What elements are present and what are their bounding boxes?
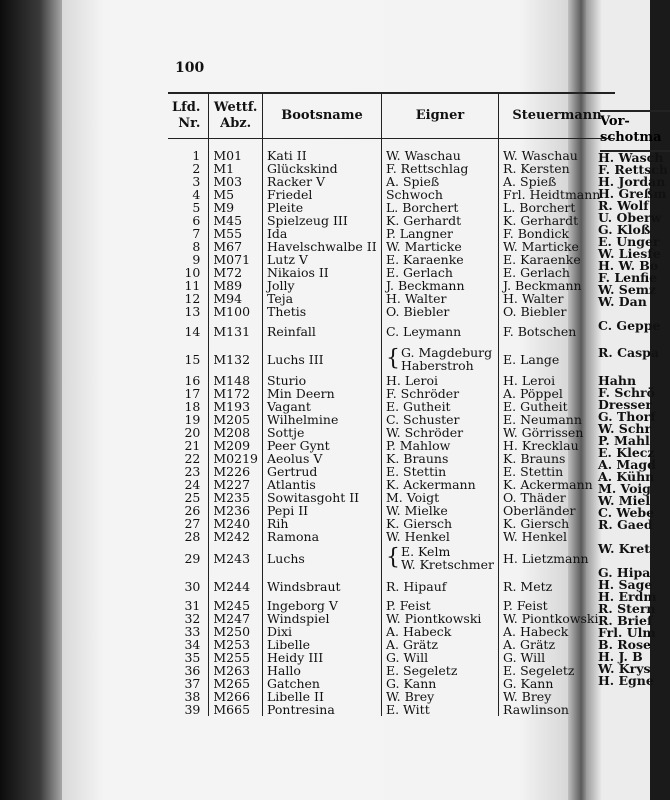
boat-name: Rih: [262, 517, 381, 530]
helmsman: R. Metz: [499, 573, 616, 599]
boat-name: Pepi II: [262, 504, 381, 517]
row-number: 36: [184, 663, 201, 678]
boat-name: Reinfall: [262, 318, 381, 344]
next-page-item: H. Greßm: [598, 186, 667, 201]
row-number: 24: [184, 477, 201, 492]
owner: M. Voigt: [381, 491, 498, 504]
helmsman: A. Grätz: [499, 638, 616, 651]
owner: K. Brauns: [381, 452, 498, 465]
race-number: M209: [209, 439, 263, 452]
owner: G. Kann: [381, 677, 498, 690]
owner: W. Brey: [381, 690, 498, 703]
race-number: M94: [209, 292, 263, 305]
next-page-item: W. Dan: [598, 294, 647, 309]
helmsman: A. Pöppel: [499, 387, 616, 400]
race-number: M89: [209, 279, 263, 292]
owner: E. Gutheit: [381, 400, 498, 413]
race-number: M255: [209, 651, 263, 664]
row-number: 5: [192, 200, 201, 215]
row-number: 18: [184, 399, 201, 414]
boat-name: Spielzeug III: [262, 214, 381, 227]
helmsman: H. Leroi: [499, 374, 616, 387]
row-number: 35: [184, 650, 201, 665]
row-number: 7: [192, 226, 201, 241]
boat-name: Libelle: [262, 638, 381, 651]
race-number: M244: [209, 573, 263, 599]
owner: H. Walter: [381, 292, 498, 305]
owner: P. Mahlow: [381, 439, 498, 452]
next-page-item: W. Semz: [598, 282, 657, 297]
race-number: M071: [209, 253, 263, 266]
next-page-header-line: Vor-: [600, 114, 630, 129]
race-number: M55: [209, 227, 263, 240]
owner: P. Langner: [381, 227, 498, 240]
header-wettf: Wettf. Abz.: [209, 93, 263, 139]
helmsman: K. Ackermann: [499, 478, 616, 491]
helmsman: F. Bondick: [499, 227, 616, 240]
row-number: 27: [184, 516, 201, 531]
race-number: M235: [209, 491, 263, 504]
next-page-item: R. Brief: [598, 613, 653, 628]
table-row: [168, 530, 615, 543]
helmsman: R. Kersten: [499, 162, 616, 175]
next-page-item: C. Webe: [598, 505, 655, 520]
helmsman: E. Karaenke: [499, 253, 616, 266]
boat-name: Ramona: [262, 530, 381, 543]
race-number: M205: [209, 413, 263, 426]
boat-name: Jolly: [262, 279, 381, 292]
race-number: M131: [209, 318, 263, 344]
helmsman: E. Stettin: [499, 465, 616, 478]
next-page-item: W. Kret: [598, 541, 650, 556]
helmsman: E. Gerlach: [499, 266, 616, 279]
boat-name: Teja: [262, 292, 381, 305]
race-number: M665: [209, 703, 263, 716]
helmsman: A. Habeck: [499, 625, 616, 638]
race-number: M226: [209, 465, 263, 478]
table-row: [168, 573, 615, 599]
brace-mark: {: [385, 346, 400, 371]
owner-line: Haberstroh: [400, 358, 474, 373]
row-number: 2: [192, 161, 201, 176]
owner: E. Witt: [381, 703, 498, 716]
row-number: 10: [184, 265, 201, 280]
race-number: M100: [209, 305, 263, 318]
row-number: 34: [184, 637, 201, 652]
row-number: 14: [184, 323, 201, 339]
row-number: 22: [184, 451, 201, 466]
race-number: M5: [209, 188, 263, 201]
next-page-item: W. Krys: [598, 661, 651, 676]
row-number: 16: [184, 373, 201, 388]
owner: A. Habeck: [381, 625, 498, 638]
helmsman: J. Beckmann: [499, 279, 616, 292]
race-number: M265: [209, 677, 263, 690]
helmsman: H. Walter: [499, 292, 616, 305]
race-number: M250: [209, 625, 263, 638]
row-number: 21: [184, 438, 201, 453]
owner: E. Segeletz: [381, 664, 498, 677]
owner: K. Ackermann: [381, 478, 498, 491]
row-number: 39: [184, 702, 201, 717]
owner: W. Schröder: [381, 426, 498, 439]
helmsman: H. Lietzmann: [499, 543, 616, 573]
next-page-item: H. J. B: [598, 649, 643, 664]
next-page-item: Frl. Ulm: [598, 625, 656, 640]
helmsman: E. Segeletz: [499, 664, 616, 677]
next-page-item: G. Thorf: [598, 409, 656, 424]
boat-name: Luchs III: [262, 344, 381, 374]
owner: W. Marticke: [381, 240, 498, 253]
row-number: 19: [184, 412, 201, 427]
row-number: 26: [184, 503, 201, 518]
boat-name: Heidy III: [262, 651, 381, 664]
helmsman: K. Gerhardt: [499, 214, 616, 227]
race-number: M236: [209, 504, 263, 517]
helmsman: Frl. Heidtmann: [499, 188, 616, 201]
next-page-item: F. Schrö: [598, 385, 655, 400]
owner: F. Schröder: [381, 387, 498, 400]
table-row: [168, 318, 615, 344]
race-number: M245: [209, 599, 263, 612]
helmsman: E. Neumann: [499, 413, 616, 426]
boat-name: Windspiel: [262, 612, 381, 625]
next-page-item: E. Unger: [598, 234, 660, 249]
table-row: [168, 344, 615, 374]
helmsman: K. Brauns: [499, 452, 616, 465]
owner: C. Leymann: [381, 318, 498, 344]
race-number: M9: [209, 201, 263, 214]
next-page-item: H. W. Bo: [598, 258, 659, 273]
boat-name: Pleite: [262, 201, 381, 214]
page-number: 100: [175, 60, 205, 76]
owner: W. Henkel: [381, 530, 498, 543]
race-number: M172: [209, 387, 263, 400]
boat-name: Sowitasgoht II: [262, 491, 381, 504]
row-number: 6: [192, 213, 201, 228]
boat-name: Libelle II: [262, 690, 381, 703]
race-number: M227: [209, 478, 263, 491]
next-page-item: R. Gaed: [598, 517, 653, 532]
owner: E. Stettin: [381, 465, 498, 478]
row-number: 1: [192, 148, 201, 163]
next-page-item: A. Magd: [598, 457, 656, 472]
owner: [381, 344, 498, 374]
row-number: 13: [184, 304, 201, 319]
boat-name: Nikaios II: [262, 266, 381, 279]
row-number: 12: [184, 291, 201, 306]
boat-name: Ida: [262, 227, 381, 240]
next-page-item: R. Wolf: [598, 198, 649, 213]
next-page-item: C. Geppe: [598, 318, 661, 333]
next-page-item: B. Rose: [598, 637, 651, 652]
race-number: M0219: [209, 452, 263, 465]
boat-name: Aeolus V: [262, 452, 381, 465]
row-number: 11: [184, 278, 201, 293]
row-number: 29: [184, 550, 201, 566]
race-number: M243: [209, 543, 263, 573]
helmsman: W. Marticke: [499, 240, 616, 253]
owner: J. Beckmann: [381, 279, 498, 292]
helmsman: Oberländer: [499, 504, 616, 517]
owner: A. Spieß: [381, 175, 498, 188]
next-page-item: G. Kloß: [598, 222, 651, 237]
boat-name: Hallo: [262, 664, 381, 677]
owner-stack: [401, 545, 494, 571]
owner: E. Gerlach: [381, 266, 498, 279]
row-number: 8: [192, 239, 201, 254]
row-number: 37: [184, 676, 201, 691]
race-number: M247: [209, 612, 263, 625]
race-number: M01: [209, 139, 263, 163]
boat-name: Windsbraut: [262, 573, 381, 599]
boat-name: Dixi: [262, 625, 381, 638]
next-page-item: Hahn: [598, 373, 637, 388]
boat-name: Sturio: [262, 374, 381, 387]
next-page-item: W. Schr: [598, 421, 652, 436]
owner: F. Rettschlag: [381, 162, 498, 175]
next-page-item: A. Kühn: [598, 469, 655, 484]
race-number: M240: [209, 517, 263, 530]
boat-name: Atlantis: [262, 478, 381, 491]
header-steuermann: Steuermann: [499, 93, 616, 139]
next-page-item: W. Liesfe: [598, 246, 661, 261]
helmsman: P. Feist: [499, 599, 616, 612]
table-row: [168, 305, 615, 318]
boat-name: Luchs: [262, 543, 381, 573]
boat-name: Friedel: [262, 188, 381, 201]
next-page-item: H. Jordan: [598, 174, 666, 189]
table-body: [168, 139, 615, 717]
next-page-item: R. Caspa: [598, 345, 660, 360]
helmsman: W. Waschau: [499, 139, 616, 163]
helmsman: Rawlinson: [499, 703, 616, 716]
next-page-item: H. Sage: [598, 577, 653, 592]
row-number: 28: [184, 529, 201, 544]
race-number: M253: [209, 638, 263, 651]
race-number: M148: [209, 374, 263, 387]
owner: E. Karaenke: [381, 253, 498, 266]
row-number: 25: [184, 490, 201, 505]
table-row: [168, 703, 615, 716]
row-number: 32: [184, 611, 201, 626]
next-page-item: F. Lenfie: [598, 270, 658, 285]
row-number: 4: [192, 187, 201, 202]
owner: H. Leroi: [381, 374, 498, 387]
boat-name: Havelschwalbe II: [262, 240, 381, 253]
helmsman: L. Borchert: [499, 201, 616, 214]
brace-mark: {: [385, 545, 400, 570]
boat-name: Glückskind: [262, 162, 381, 175]
next-page-item: H. Erdm: [598, 589, 657, 604]
owner: R. Hipauf: [381, 573, 498, 599]
helmsman: O. Thäder: [499, 491, 616, 504]
boat-name: Peer Gynt: [262, 439, 381, 452]
next-page-item: U. Oberw: [598, 210, 662, 225]
next-page-item: P. Mahl: [598, 433, 650, 448]
table-row: [168, 139, 615, 163]
header-bootsname: Bootsname: [262, 93, 381, 139]
owner: Schwoch: [381, 188, 498, 201]
next-page-item: R. Stern: [598, 601, 656, 616]
next-page-item: Dresser: [598, 397, 652, 412]
owner: [381, 543, 498, 573]
helmsman: F. Botschen: [499, 318, 616, 344]
race-number: M266: [209, 690, 263, 703]
helmsman: W. Brey: [499, 690, 616, 703]
helmsman: E. Lange: [499, 344, 616, 374]
owner-line: W. Kretschmer: [400, 557, 495, 572]
boat-name: Pontresina: [262, 703, 381, 716]
owner: W. Piontkowski: [381, 612, 498, 625]
next-page-item: H. Wasch: [598, 150, 664, 165]
owner: P. Feist: [381, 599, 498, 612]
next-page-item: E. Klecz: [598, 445, 655, 460]
race-number: M208: [209, 426, 263, 439]
row-number: 30: [184, 578, 201, 594]
race-number: M132: [209, 344, 263, 374]
table-header-row: [168, 93, 615, 139]
owner: K. Gerhardt: [381, 214, 498, 227]
next-page-item: F. Rettsch: [598, 162, 668, 177]
owner: K. Giersch: [381, 517, 498, 530]
owner: W. Waschau: [381, 139, 498, 163]
next-page-item: H. Egne: [598, 673, 654, 688]
owner: C. Schuster: [381, 413, 498, 426]
race-number: M193: [209, 400, 263, 413]
helmsman: E. Gutheit: [499, 400, 616, 413]
owner: A. Grätz: [381, 638, 498, 651]
row-number: 31: [184, 598, 201, 613]
boat-name: Kati II: [262, 139, 381, 163]
owner-stack: [401, 346, 492, 372]
row-number: 23: [184, 464, 201, 479]
row-number: 15: [184, 351, 201, 367]
race-number: M03: [209, 175, 263, 188]
boat-name: Ingeborg V: [262, 599, 381, 612]
race-number: M242: [209, 530, 263, 543]
helmsman: G. Will: [499, 651, 616, 664]
helmsman: W. Görrissen: [499, 426, 616, 439]
regatta-table: [168, 92, 615, 716]
race-number: M72: [209, 266, 263, 279]
race-number: M263: [209, 664, 263, 677]
row-number: 9: [192, 252, 201, 267]
helmsman: W. Piontkowski: [499, 612, 616, 625]
race-number: M45: [209, 214, 263, 227]
table-row: [168, 543, 615, 573]
boat-name: Gertrud: [262, 465, 381, 478]
helmsman: W. Henkel: [499, 530, 616, 543]
header-nr: Lfd. Nr.: [168, 93, 209, 139]
boat-name: Min Deern: [262, 387, 381, 400]
next-page-item: W. Miel: [598, 493, 651, 508]
owner-line: G. Magdeburg: [400, 345, 493, 360]
helmsman: O. Biebler: [499, 305, 616, 318]
next-page-header-line: schotma: [600, 130, 662, 145]
owner: W. Mielke: [381, 504, 498, 517]
boat-name: Thetis: [262, 305, 381, 318]
helmsman: G. Kann: [499, 677, 616, 690]
owner: G. Will: [381, 651, 498, 664]
row-number: 20: [184, 425, 201, 440]
owner: L. Borchert: [381, 201, 498, 214]
boat-name: Wilhelmine: [262, 413, 381, 426]
next-page-item: G. Hipa: [598, 565, 651, 580]
row-number: 38: [184, 689, 201, 704]
boat-name: Vagant: [262, 400, 381, 413]
boat-name: Racker V: [262, 175, 381, 188]
row-number: 3: [192, 174, 201, 189]
race-number: M1: [209, 162, 263, 175]
race-number: M67: [209, 240, 263, 253]
helmsman: A. Spieß: [499, 175, 616, 188]
boat-name: Lutz V: [262, 253, 381, 266]
helmsman: H. Krecklau: [499, 439, 616, 452]
owner: O. Biebler: [381, 305, 498, 318]
row-number: 17: [184, 386, 201, 401]
next-page-item: M. Voig: [598, 481, 651, 496]
owner-line: E. Kelm: [400, 544, 451, 559]
helmsman: K. Giersch: [499, 517, 616, 530]
boat-name: Gatchen: [262, 677, 381, 690]
boat-name: Sottje: [262, 426, 381, 439]
row-number: 33: [184, 624, 201, 639]
header-eigner: Eigner: [381, 93, 498, 139]
